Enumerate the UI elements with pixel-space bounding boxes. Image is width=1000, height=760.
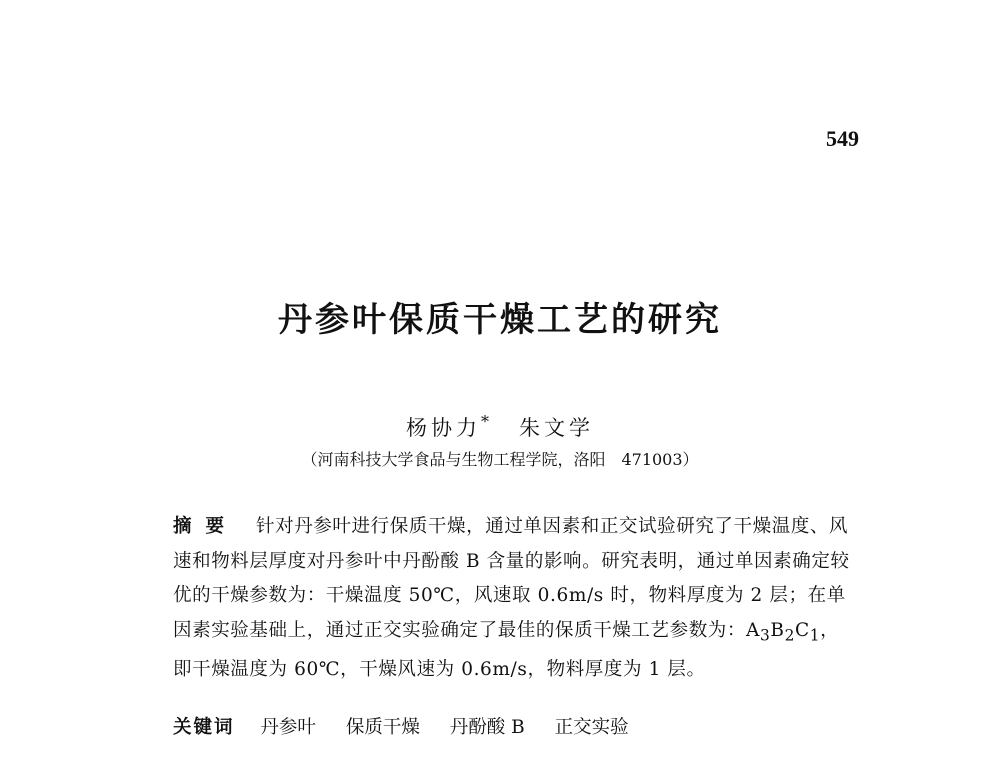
author-first: 杨协力 — [406, 416, 481, 440]
abstract-label: 摘要 — [173, 516, 239, 537]
keyword-item: 丹酚酸 B — [449, 717, 525, 738]
page-number: 549 — [826, 126, 859, 151]
formula-c: C — [795, 619, 810, 641]
formula-a: A — [746, 619, 760, 641]
keyword-item: 正交实验 — [554, 717, 629, 738]
affiliation-postcode: 471003） — [621, 450, 699, 469]
formula-c-subscript: 1 — [809, 626, 821, 645]
abstract-text: 针对丹参叶进行保质干燥，通过单因素和正交试验研究了干燥温度、风速和物料层厚度对丹参叶中丹酚酸 B 含量的影响。研究表明，通过单因素确定较优的干燥参数为：干燥温度 50℃，风速取 0.6m/s 时，物料厚度为 2 层；在单因素实验基础上，通过正交实验确定了最佳的保质干燥工艺参数为： — [173, 516, 850, 641]
affiliation-text: （河南科技大学食品与生物工程学院，洛阳 — [301, 450, 606, 469]
abstract — [173, 510, 853, 687]
formula-b: B — [770, 619, 785, 641]
formula-a-subscript: 3 — [759, 626, 771, 645]
author-second: 朱文学 — [519, 416, 594, 440]
affiliation — [0, 447, 1000, 470]
corresponding-author-marker: * — [481, 412, 489, 431]
authors-line — [0, 412, 1000, 442]
keyword-item: 丹参叶 — [260, 717, 316, 738]
keyword-item: 保质干燥 — [345, 717, 420, 738]
keywords — [173, 713, 873, 739]
keywords-label: 关键词 — [173, 717, 235, 738]
paper-title: 丹参叶保质干燥工艺的研究 — [278, 300, 722, 340]
abstract-tail: ，即干燥温度为 60℃，干燥风速为 0.6m/s，物料厚度为 1 层。 — [173, 619, 840, 680]
formula-b-subscript: 2 — [784, 626, 795, 645]
